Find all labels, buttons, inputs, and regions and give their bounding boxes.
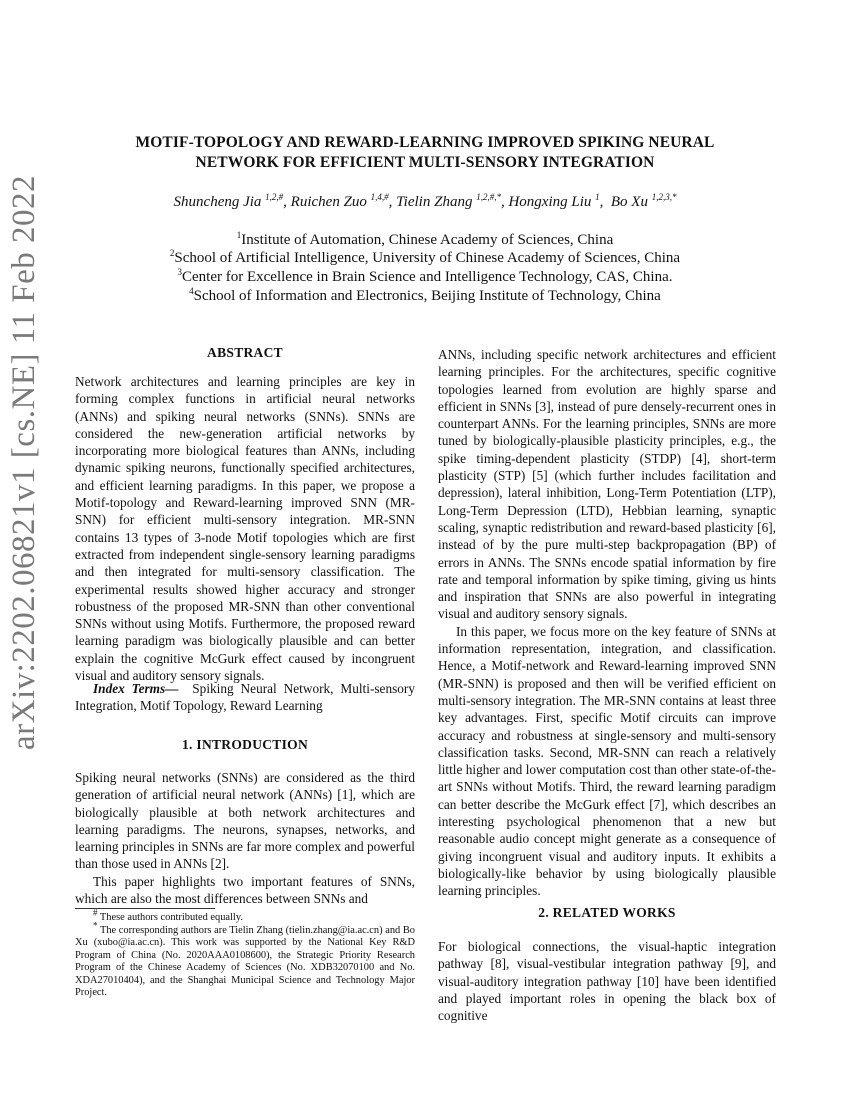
affiliation-text: School of Information and Electronics, Beijing Institute of Technology, China	[193, 288, 661, 304]
author-name: Tielin Zhang	[396, 194, 473, 210]
author-sup: 1,2,3,*	[651, 192, 677, 202]
affiliation-sup: 4	[189, 286, 194, 296]
paper-title	[60, 133, 790, 173]
author-sup: 1,4,#	[370, 192, 389, 202]
intro-paragraph-1: Spiking neural networks (SNNs) are considered as the third generation of artificial neural network (ANNs) [1], which are biologically plausible at both network architectures and learning paradigms. The neurons, synapses, networks, and learning principles in SNNs are far more complex and powerful than those used in ANNs [2].	[75, 770, 415, 872]
index-terms-label: Index Terms—	[93, 681, 179, 696]
affiliation-sup: 2	[169, 248, 175, 258]
introduction-heading: 1. INTRODUCTION	[181, 737, 308, 752]
right-paragraph-1: ANNs, including specific network architectures and efficient learning principles. For the architectures, specific cognitive topologies learned from evolution are highly sparse and efficient in SNNs [3], instead of pure densely-recurrent ones in counterpart ANNs. For the learning principles, SNNs are more tuned by biologically-plausible plasticity principles, e.g., the spike timing-dependent plasticity (STDP) [4], short-term plasticity (STP) [5] (which further includes facilitation and depression), lateral inhibition, Long-Term Potentiation (LTP), Long-Term Depression (LTD), Hebbian learning, synaptic scaling, synaptic redistribution and reward-based plasticity [6], instead of by the pure multi-step backpropagation (BP) of errors in ANNs. The SNNs encode spatial information by fire rate and temporal information by spike timing, giving us hints and inspiration that SNNs are also powerful in integrating visual and auditory sensory signals.	[438, 347, 776, 622]
affiliation-sup: 1	[236, 230, 242, 240]
index-terms-text: Spiking Neural Network, Multi-sensory Integration, Motif Topology, Reward Learning	[75, 681, 415, 714]
author-sup: 1	[595, 192, 600, 202]
abstract-text: Network architectures and learning principles are key in forming complex functions in artificial neural networks (ANNs) and spiking neural networks (SNNs). SNNs are considered the new-generation artificial networks by incorporating more biological features than ANNs, including dynamic spiking neurons, functionally specified architectures, and efficient learning paradigms. In this paper, we propose a Motif-topology and Reward-learning improved SNN (MR-SNN) for efficient multi-sensory integration. MR-SNN contains 13 types of 3-node Motif topologies which are first extracted from independent single-sensory learning paradigms and then integrated for multi-sensory classification. The experimental results showed higher accuracy and stronger robustness of the proposed MR-SNN than other conventional SNNs without using Motifs. Furthermore, the proposed reward learning paradigm was biologically plausible and can better explain the cognitive McGurk effect caused by incongruent visual and auditory sensory signals.	[75, 374, 415, 684]
author-name: Ruichen Zuo	[290, 194, 367, 210]
affiliation	[60, 268, 790, 286]
affiliation-text: School of Artificial Intelligence, University of Chinese Academy of Sciences, China	[174, 250, 681, 266]
footnote-corresponding: The corresponding authors are Tielin Zhang (tielin.zhang@ia.ac.cn) and Bo Xu (xubo@ia.ac.cn). This work was supported by the National Key R&D Program of China (No. 2020AAA0108600), the Strategic Priority Research Program of the Chinese Academy of Sciences (No. XDB32070100 and No. XDA27010404), and the Shanghai Municipal Science and Technology Major Project.	[75, 924, 415, 998]
title-line-2: NETWORK FOR EFFICIENT MULTI-SENSORY INTEGRATION	[195, 154, 655, 171]
author-list: Shuncheng Jia $^{1,2,\#}$, Ruichen Zuo $^{1,4,\#}$, Tielin Zhang $^{1,2,\#,*}$, Hongxing Liu $^1$, Bo Xu $^{1,2,3,*}$	[173, 192, 677, 210]
related-paragraph-1: For biological connections, the visual-haptic integration pathway [8], visual-vestibular integration pathway [9], and visual-auditory integration pathway [10] have been identified and played important roles in opening the black box of cognitive	[438, 939, 776, 1024]
affiliation-text: Center for Excellence in Brain Science and Intelligence Technology, CAS, China.	[182, 269, 673, 285]
right-paragraph-2: In this paper, we focus more on the key feature of SNNs at information representation, integration, and classification. Hence, a Motif-network and Reward-learning improved SNN (MR-SNN) is proposed and then will be verified efficient on multi-sensory integration. The MR-SNN contains at least three key advantages. First, specific Motif circuits can improve accuracy and robustness at single-sensory and multi-sensory classification tasks. Second, MR-SNN can reach a relatively little higher and lower computation cost than other state-of-the-art SNNs without Motifs. Third, the reward learning paradigm can better describe the McGurk effect [7], which describes an interesting psychological phenomenon that a new but reasonable audio concept might generate as a consequence of giving incongruent visual and auditory inputs. It exhibits a biologically-like behavior by using biologically plausible learning principles.	[438, 623, 776, 899]
arxiv-side-stamp: arXiv:2202.06821v1 [cs.NE] 11 Feb 2022	[6, 174, 42, 750]
affiliation-sup: 3	[177, 267, 183, 277]
affiliation	[60, 287, 790, 305]
author-sup: 1,2,#,*	[476, 192, 501, 202]
affiliation	[60, 249, 790, 267]
author-sup: 1,2,#	[265, 192, 284, 202]
footnote-equal-contribution: These authors contributed equally.	[99, 912, 243, 923]
author-name: Hongxing Liu	[508, 194, 592, 210]
index-terms	[75, 680, 415, 715]
affiliation-text: Institute of Automation, Chinese Academy of Sciences, China	[241, 232, 614, 248]
right-column-body	[438, 346, 776, 900]
author-name: Shuncheng Jia	[173, 194, 262, 210]
footnotes: # These authors contributed equally. * The corresponding authors are Tielin Zhang (tielin.zhang@ia.ac.cn) and Bo Xu (xubo@ia.ac.cn). This work was supported by the National Key R&D Program of China (No. 2020AAA0108600), the Strategic Priority Research Program of the Chinese Academy of Sciences (No. XDB32070100 and No. XDA27010404), and the Shanghai Municipal Science and Technology Major Project.	[75, 907, 415, 998]
author-name: Bo Xu	[610, 194, 648, 210]
introduction-body	[75, 769, 415, 907]
abstract-heading: ABSTRACT	[207, 345, 283, 360]
intro-paragraph-2: This paper highlights two important features of SNNs, which are also the most differences between SNNs and	[75, 873, 415, 907]
affiliation	[60, 231, 790, 249]
title-line-1: MOTIF-TOPOLOGY AND REWARD-LEARNING IMPROVED SPIKING NEURAL	[135, 134, 715, 151]
related-works-body	[438, 938, 776, 1024]
abstract-body	[75, 373, 415, 684]
related-works-heading: 2. RELATED WORKS	[538, 905, 676, 920]
